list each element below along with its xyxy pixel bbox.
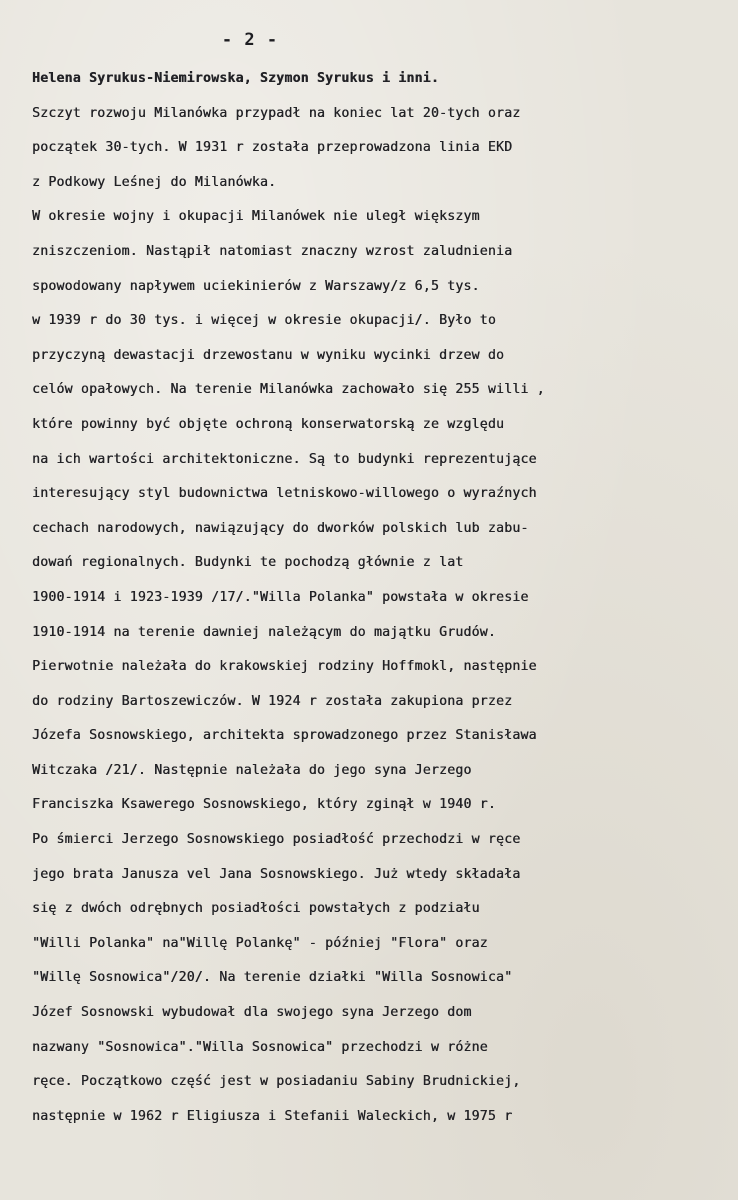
text-line: W okresie wojny i okupacji Milanówek nie uległ większym bbox=[32, 209, 480, 225]
text-line: z Podkowy Leśnej do Milanówka. bbox=[32, 174, 277, 190]
text-line: następnie w 1962 r Eligiusza i Stefanii Waleckich, w 1975 r bbox=[32, 1108, 513, 1124]
text-line: w 1939 r do 30 tys. i więcej w okresie okupacji/. Było to bbox=[32, 313, 496, 329]
text-line: interesujący styl budownictwa letniskowo-willowego o wyraźnych bbox=[32, 486, 537, 502]
text-line: Szczyt rozwoju Milanówka przypadł na koniec lat 20-tych oraz bbox=[32, 105, 521, 121]
text-line: początek 30-tych. W 1931 r została przeprowadzona linia EKD bbox=[32, 140, 513, 156]
text-line: "Willi Polanka" na"Willę Polankę" - później "Flora" oraz bbox=[32, 935, 488, 951]
text-line: nazwany "Sosnowica"."Willa Sosnowica" przechodzi w różne bbox=[32, 1039, 488, 1055]
text-line: Józef Sosnowski wybudował dla swojego syna Jerzego dom bbox=[32, 1005, 472, 1021]
text-line: 1900-1914 i 1923-1939 /17/."Willa Polanka" powstała w okresie bbox=[32, 589, 529, 605]
text-line: spowodowany napływem uciekinierów z Warszawy/z 6,5 tys. bbox=[32, 278, 480, 294]
text-line: się z dwóch odrębnych posiadłości powstałych z podziału bbox=[32, 901, 480, 917]
text-line: Helena Syrukus-Niemirowska, Szymon Syrukus i inni. bbox=[32, 71, 439, 86]
text-line: Po śmierci Jerzego Sosnowskiego posiadłość przechodzi w ręce bbox=[32, 832, 521, 848]
text-line: "Willę Sosnowica"/20/. Na terenie działki "Willa Sosnowica" bbox=[32, 970, 513, 986]
body-text bbox=[32, 62, 712, 1134]
text-line: dowań regionalnych. Budynki te pochodzą głównie z lat bbox=[32, 555, 464, 571]
page-number: - 2 - bbox=[221, 30, 279, 50]
text-line: 1910-1914 na terenie dawniej należącym do majątku Grudów. bbox=[32, 624, 496, 640]
text-line: jego brata Janusza vel Jana Sosnowskiego. Już wtedy składała bbox=[32, 866, 521, 882]
text-line: do rodziny Bartoszewiczów. W 1924 r została zakupiona przez bbox=[32, 693, 513, 709]
text-line: Pierwotnie należała do krakowskiej rodziny Hoffmokl, następnie bbox=[32, 659, 537, 675]
text-line: ręce. Początkowo część jest w posiadaniu Sabiny Brudnickiej, bbox=[32, 1074, 521, 1090]
text-line: na ich wartości architektoniczne. Są to budynki reprezentujące bbox=[32, 451, 537, 467]
text-line: Józefa Sosnowskiego, architekta sprowadzonego przez Stanisława bbox=[32, 728, 537, 744]
text-line: które powinny być objęte ochroną konserwatorską ze względu bbox=[32, 416, 505, 432]
text-line: cechach narodowych, nawiązujący do dworków polskich lub zabu- bbox=[32, 520, 529, 536]
text-line: Witczaka /21/. Następnie należała do jego syna Jerzego bbox=[32, 762, 472, 778]
text-line: przyczyną dewastacji drzewostanu w wyniku wycinki drzew do bbox=[32, 347, 505, 363]
text-line: Franciszka Ksawerego Sosnowskiego, który zginął w 1940 r. bbox=[32, 797, 496, 813]
text-line: celów opałowych. Na terenie Milanówka zachowało się 255 willi , bbox=[32, 382, 545, 398]
text-line: zniszczeniom. Nastąpił natomiast znaczny wzrost zaludnienia bbox=[32, 243, 513, 259]
